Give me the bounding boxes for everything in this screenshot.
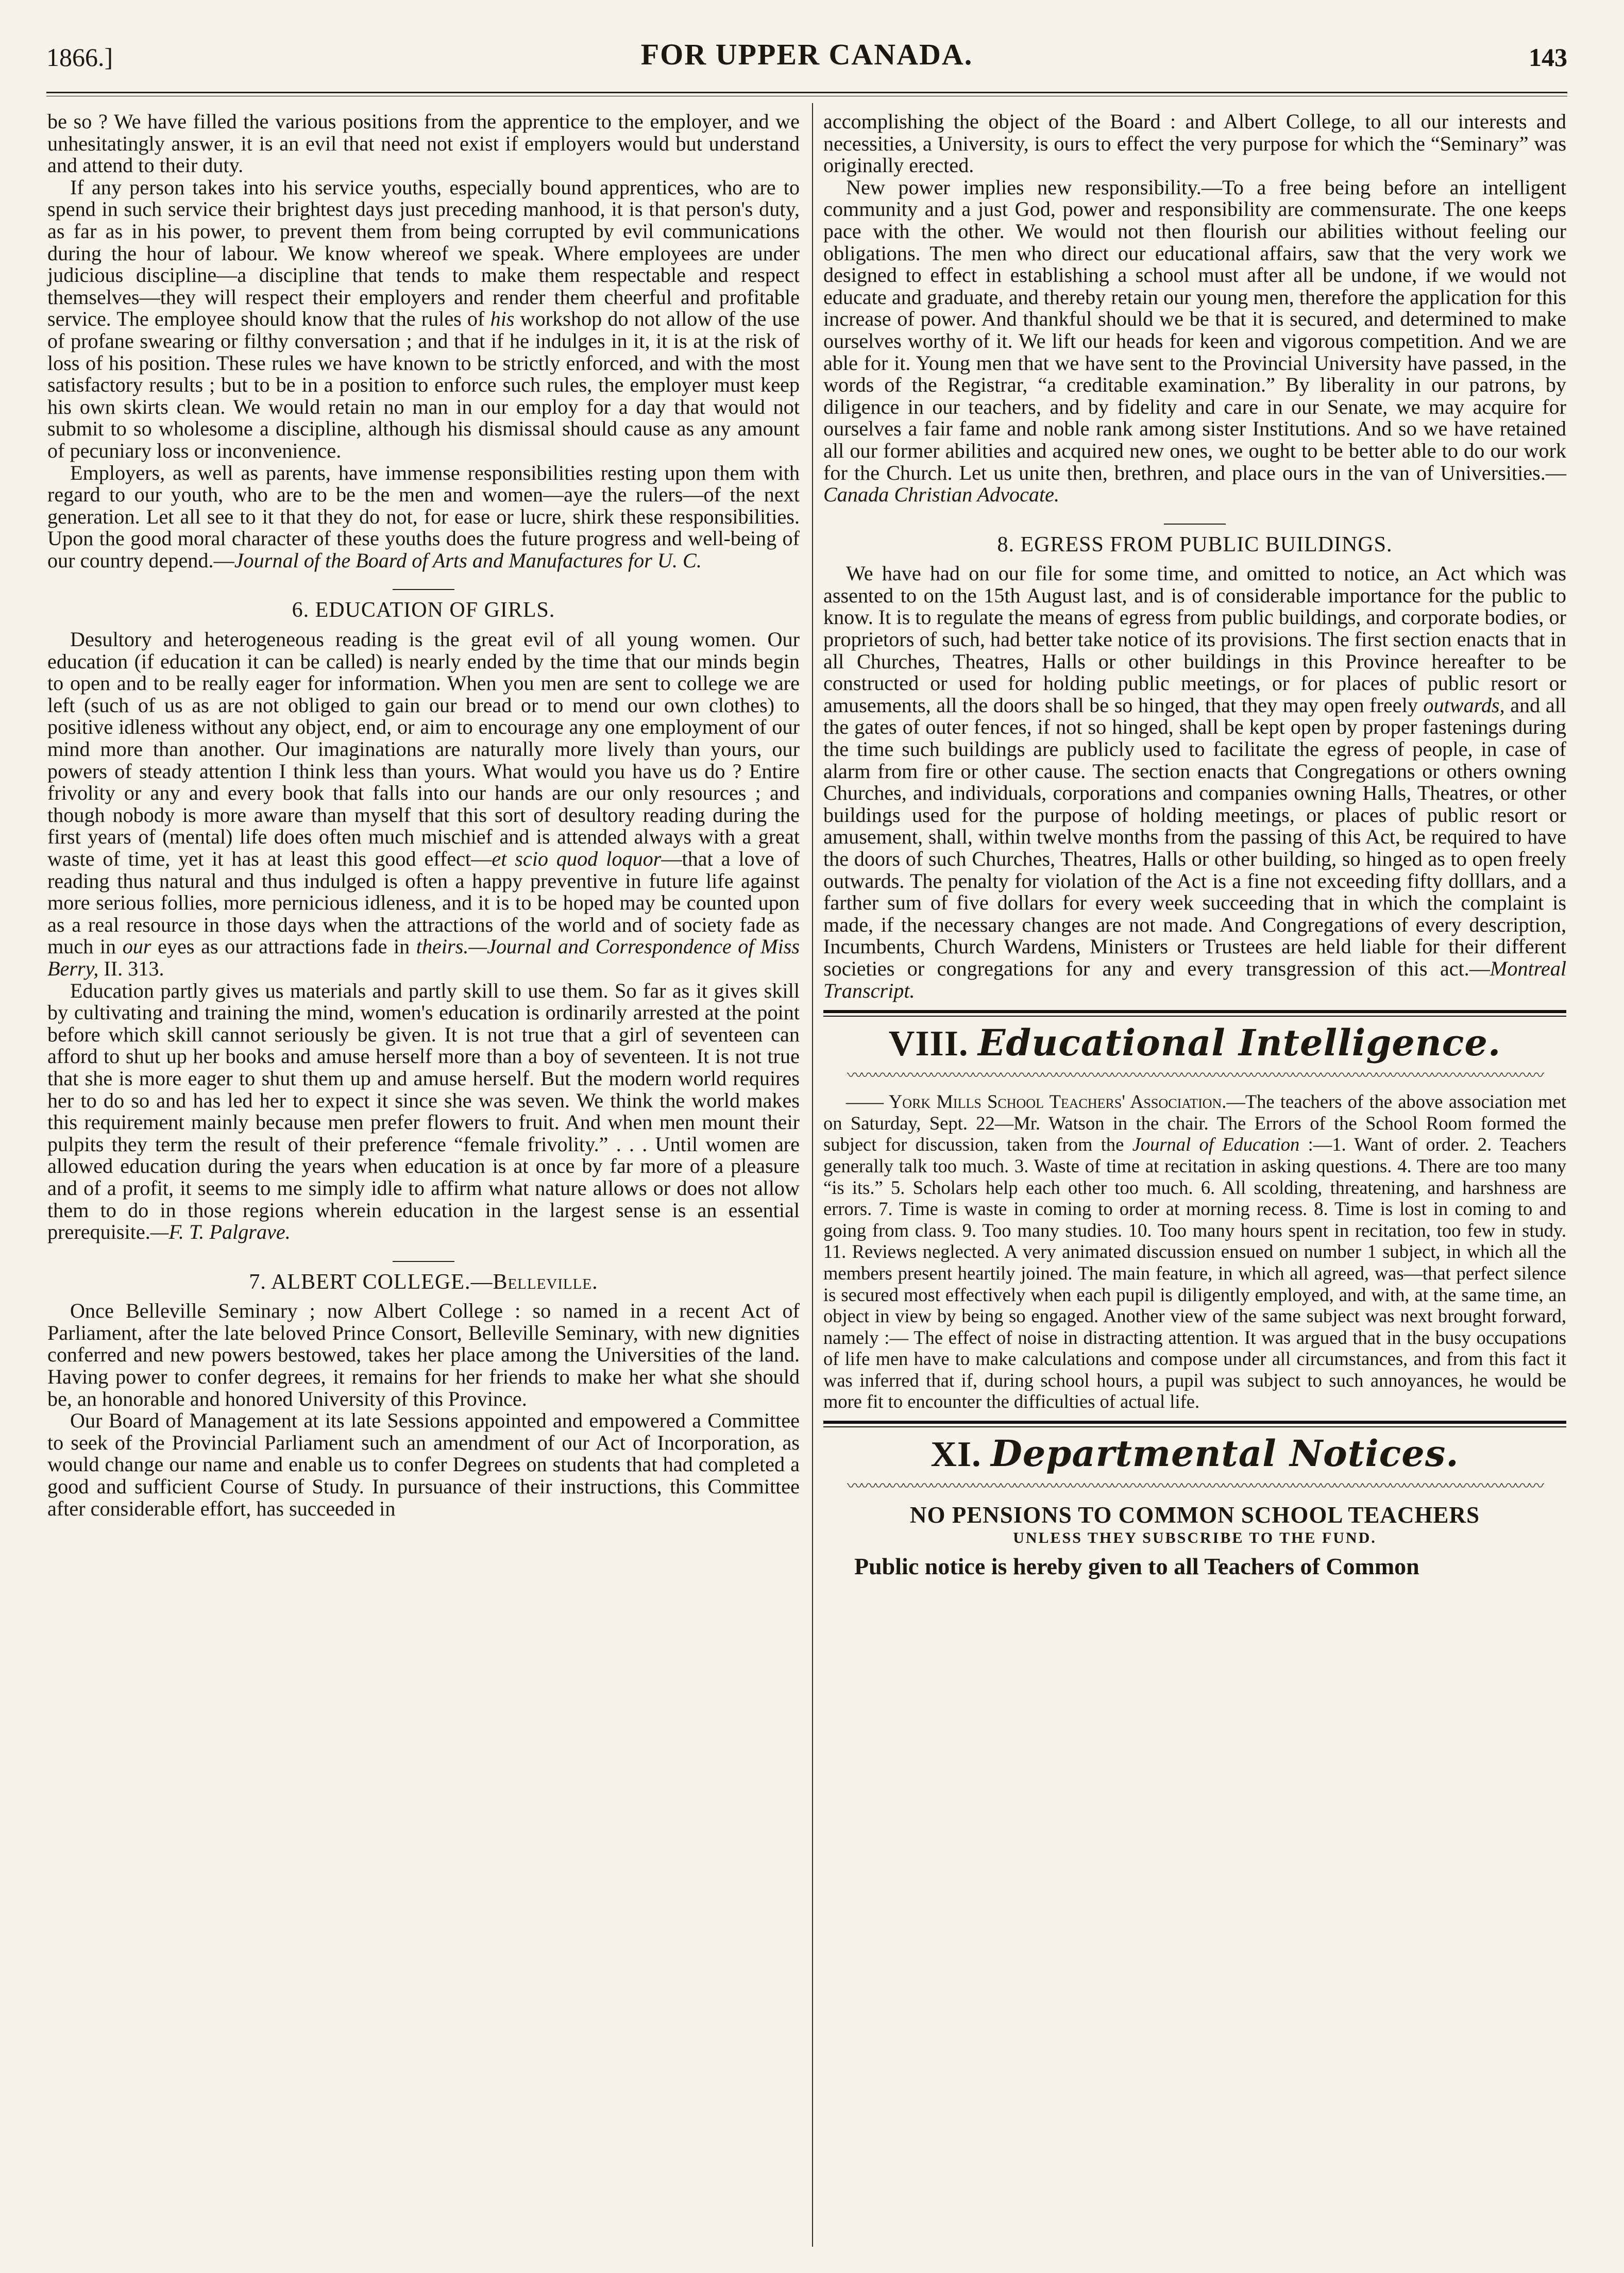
ornamental-rule: 〰〰〰〰〰〰〰〰〰〰〰〰〰〰〰〰〰〰〰〰〰〰〰〰〰〰〰〰〰〰〰〰〰〰〰〰〰〰〰〰〰〰〰〰〰〰〰〰〰〰 [847, 1478, 1543, 1495]
source-citation: Montreal Transcript. [823, 956, 1566, 1002]
paragraph: Our Board of Management at its late Sessions appointed and empowered a Committee to seek of the Provincial Parliament such an amendment of our Act of Incorporation, as would change our name and enable us to confer Degrees on students that had completed a good and sufficient Course of Study. In pursuance of their instructions, this Committee after considerable effort, has succeeded in [47, 1409, 800, 1520]
section-rule [823, 1010, 1566, 1013]
running-header [46, 32, 1567, 73]
right-column [823, 111, 1566, 1580]
article-heading: 7. ALBERT COLLEGE.—Belleville. [249, 1270, 598, 1294]
paragraph: Once Belleville Seminary ; now Albert College : so named in a recent Act of Parliament, after the late beloved Prince Consort, Belleville Seminary, with new dignities conferred and new powers bestowed, takes her place among the Universities of the land. Having power to confer degrees, it remains for her friends to make her what she should be, an honorable and honored University of this Province. [47, 1299, 800, 1410]
article-heading: 8. EGRESS FROM PUBLIC BUILDINGS. [997, 532, 1393, 557]
section-divider [393, 589, 454, 590]
section-heading: XI. Departmental Notices. [931, 1432, 1459, 1475]
paragraph: Education partly gives us materials and partly skill to use them. So far as it gives skill by cultivating and training the mind, women's education is ordinarily arrested at the point before which skill cannot seriously be given. It is not true that a girl of seventeen can afford to shut up her books and amuse herself more than a boy of seventeen. It is not true that she is more eager to shut them up and amuse herself. But the modern world requires her to do so and has led her to expect it since she was seven. We think the world makes this requirement mainly because men prefer flowers to fruit. And when men mount their pulpits they term the result of their preference “female frivolity.” . . . Until women are allowed education during the years when education is at once by far more of a pleasure and of a profit, it seems to me simply idle to affirm what nature allows or does not allow them to do in those regions wherein education in the largest sense is an essential prerequisite.—F. T. Palgrave. [47, 979, 800, 1244]
source-citation: Canada Christian Advocate. [823, 483, 1060, 507]
section-divider [393, 1261, 454, 1262]
source-citation: —F. T. Palgrave. [150, 1220, 291, 1244]
section-divider [1164, 524, 1226, 525]
paragraph: We have had on our file for some time, and omitted to notice, an Act which was assented to on the 15th August last, and is of considerable importance for the public to know. It is to regulate the means of egress from public buildings, and corporate bodies, or proprietors of such, had better take notice of its provisions. The first section enacts that in all Churches, Theatres, Halls or other buildings in this Province hereafter to be constructed or used for holding public meetings, or for places of public resort or amusements, all the doors shall be so hinged, that they may open freely outwards, and all the gates of outer fences, if not so hinged, shall be kept open by proper fastenings during the time such buildings are publicly used to facilitate the egress of people, in case of alarm from fire or other cause. The section enacts that Congregations or others owning Churches, and individuals, corporations and companies owning Halls, Theatres, or other buildings used for the purpose of holding meetings, or places of public resort or amusement, shall, within twelve months from the passing of this Act, be required to have the doors of such Churches, Theatres, Halls or other building, so hinged as to open freely outwards. The penalty for violation of the Act is a fine not exceeding fifty dolllars, and a farther sum of five dollars for every week succeeding that in which the complaint is made, if the necessary changes are not made. And Congregations of every description, Incumbents, Church Wardens, Ministers or Trustees are held liable for their different societies or congregations for any and every transgression of this act.—Montreal Transcript. [823, 562, 1566, 1002]
section-rule-thin [823, 1426, 1566, 1427]
section-rule-thin [823, 1016, 1566, 1017]
column-divider [812, 103, 813, 2247]
section-rule [823, 1421, 1566, 1424]
paragraph: Employers, as well as parents, have immense responsibilities resting upon them with regard to our youth, who are to be the men and women—aye the rulers—of the next generation. Let all see to it that they do not, for ease or lucre, shirk these responsibilities. Upon the good moral character of these youths does the future progress and well-being of our country depend.—Journal of the Board of Arts and Manufactures for U. C. [47, 461, 800, 572]
paragraph: be so ? We have filled the various positions from the apprentice to the employer, and we unhesitatingly answer, it is an evil that need not exist if employers would but understand and attend to their duty. [47, 110, 800, 177]
page-number: 143 [1529, 43, 1567, 72]
header-title: FOR UPPER CANADA. [640, 38, 973, 71]
header-rule [46, 92, 1567, 93]
paragraph: New power implies new responsibility.—To a free being before an intelligent community and a just God, power and responsibility are commensurate. The one keeps pace with the other. We would not then flourish our abilities without feeling our obligations. The men who direct our educational affairs, saw that the very work we designed to effect in establishing a school must after all be undone, if we would not educate and graduate, and thereby retain our young men, therefore the application for this increase of power. And thankful should we be that it is secured, and determined to make ourselves worthy of it. We lift our heads for keen and vigorous competition. And we are able for it. Young men that we have sent to the Provincial University have passed, in the words of the Registrar, “a creditable examination.” By liberality in our patrons, by diligence in our teachers, and by fidelity and care in our Senate, we may acquire for ourselves a fair fame and noble rank among sister Institutions. And so we have retained all our former abilities and acquired new ones, we ought to be better able to do our work for the Church. Let us unite then, brethren, and place ours in the van of Universities.—Canada Christian Advocate. [823, 175, 1566, 507]
section-heading: VIII. Educational Intelligence. [888, 1021, 1501, 1065]
header-date: 1866.] [46, 43, 113, 72]
paragraph: —— York Mills School Teachers' Association.—The teachers of the above association met on Saturday, Sept. 22—Mr. Watson in the chair. The Errors of the School Room formed the subject for discussion, taken from the Journal of Education :—1. Want of order. 2. Teachers generally talk too much. 3. Waste of time at recitation in asking questions. 4. There are too many “is its.” 5. Scholars help each other too much. 6. All scolding, threatening, and harshness are errors. 7. Time is waste in coming to order at morning recess. 8. Time is lost in coming to and going from class. 9. Too many studies. 10. Too many hours spent in recitation, too few in study. 11. Reviews neglected. A very animated discussion ensued on number 1 subject, in which all the members present heartily joined. The main feature, in which all agreed, was—that perfect silence is secured most effectively when each pupil is diligently employed, and with, at the same time, an object in view by being so engaged. Another view of the same subject was next brought forward, namely :— The effect of noise in distracting attention. It was argued that in the busy occupations of life men have to make calculations and compose under all circumstances, and from this fact it was inferred that if, during school hours, a pupil was subject to such annoyances, he would be more fit to encounter the difficulties of actual life. [823, 1091, 1567, 1412]
paragraph: Desultory and heterogeneous reading is the great evil of all young women. Our education (if education it can be called) is nearly ended by the time that our minds begin to open and to be really eager for information. When you men are sent to college we are left (such of us as are not obliged to gain our bread or to mend our own clothes) to positive idleness without any object, end, or aim to encourage any one employment of our mind more than another. Our imaginations are naturally more lively than yours, our powers of steady attention I think less than yours. What would you have us do ? Entire frivolity or any and every book that falls into our hands are our only resources ; and though nobody is more aware than myself that this sort of desultory reading during the first years of (mental) life does often much mischief and is attended always with a great waste of time, yet it has at least this good effect—et scio quod loquor—that a love of reading thus natural and thus indulged is often a happy preventive in future life against more serious follies, more pernicious idleness, and it is to be hoped may be counted upon as a real resource in those days when the attractions of the world and of society fade as much in our eyes as our attractions fade in theirs.—Journal and Correspondence of Miss Berry, II. 313. [47, 628, 800, 980]
paragraph: If any person takes into his service youths, especially bound apprentices, who are to spend in such service their brightest days just preceding manhood, it is that person's duty, as far as in his power, to prevent them from being corrupted by evil communications during the hour of labour. We know whereof we speak. Where employees are under judicious discipline—a discipline that tends to make them respectable and respect themselves—they will respect their employers and render them cheerful and profitable service. The employee should know that the rules of his workshop do not allow of the use of profane swearing or filthy conversation ; and that if he indulges in it, it is at the risk of loss of his position. These rules we have known to be strictly enforced, and with the most satisfactory results ; but to be in a position to enforce such rules, the employer must keep his own skirts clean. We would retain no man in our employ for a day that would not submit to so wholesome a discipline, although his dismissal should cause as any amount of pecuniary loss or inconvenience. [47, 175, 800, 462]
source-citation: Journal of the Board of Arts and Manufactures for U. C. [234, 548, 702, 572]
paragraph: accomplishing the object of the Board : and Albert College, to all our interests and necessities, a University, is ours to effect the very purpose for which the “Seminary” was originally erected. [823, 110, 1566, 177]
ornamental-rule: 〰〰〰〰〰〰〰〰〰〰〰〰〰〰〰〰〰〰〰〰〰〰〰〰〰〰〰〰〰〰〰〰〰〰〰〰〰〰〰〰〰〰〰〰〰〰〰〰〰〰 [847, 1067, 1543, 1085]
notice-body: Public notice is hereby given to all Teachers of Common [854, 1553, 1419, 1580]
source-citation: —Journal and Correspondence of Miss Berry, [47, 935, 800, 980]
article-heading: 6. EDUCATION OF GIRLS. [292, 598, 555, 622]
notice-title: NO PENSIONS TO COMMON SCHOOL TEACHERS [910, 1502, 1480, 1528]
notice-subtitle: UNLESS THEY SUBSCRIBE TO THE FUND. [1013, 1529, 1377, 1547]
left-column [47, 111, 800, 1520]
